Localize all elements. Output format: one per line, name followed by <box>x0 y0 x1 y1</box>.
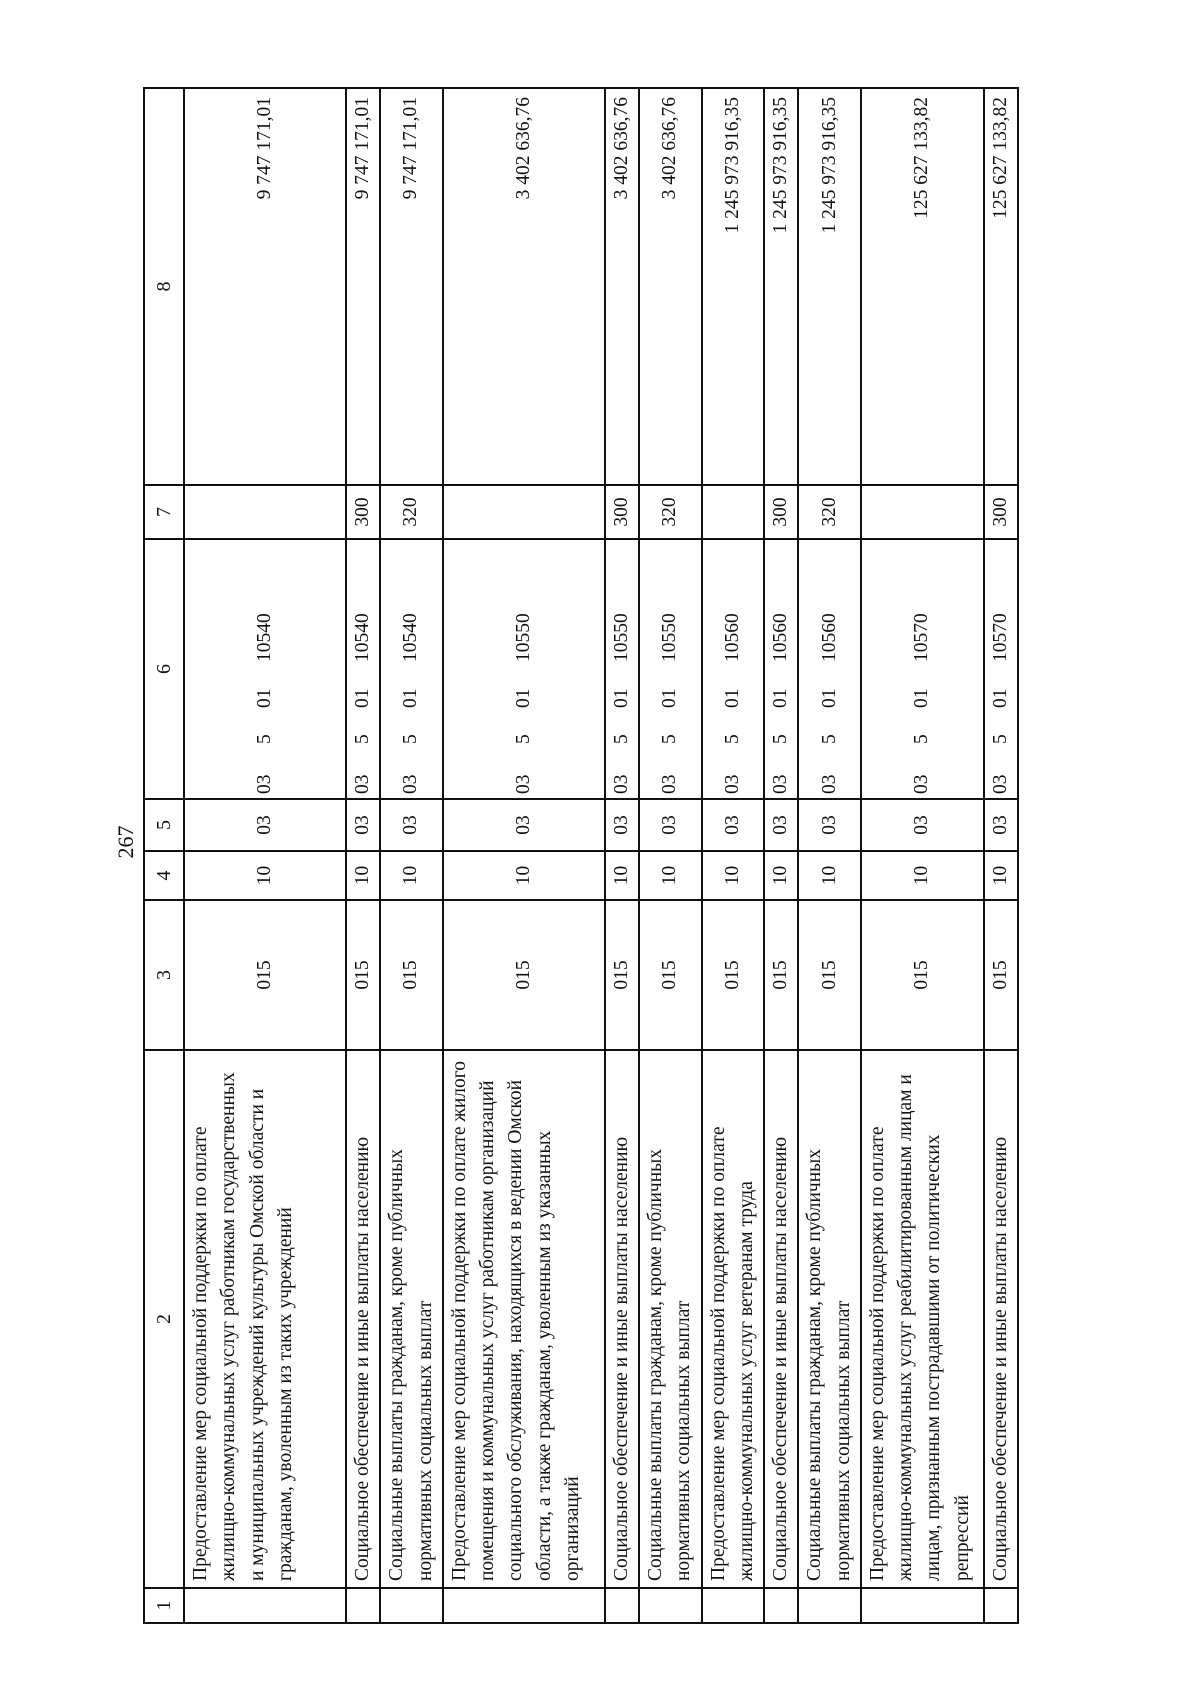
cell-expense-type <box>443 485 605 539</box>
target-article-part: 5 <box>770 734 792 744</box>
column-header: 8 <box>144 88 184 485</box>
cell-section-code: 10 <box>380 851 443 900</box>
cell-amount: 125 627 133,82 <box>861 88 984 485</box>
cell-expense-type <box>184 485 346 539</box>
cell-subsection-code: 03 <box>798 799 861 851</box>
cell-col-1 <box>798 1588 861 1623</box>
target-article-part: 10570 <box>989 613 1011 662</box>
target-article-part: 10540 <box>400 613 422 662</box>
target-article-part: 10570 <box>911 613 933 662</box>
cell-target-article <box>798 539 861 799</box>
cell-admin-code: 015 <box>184 900 346 1050</box>
cell-expense-type: 300 <box>346 485 380 539</box>
target-article-part: 01 <box>512 688 534 708</box>
cell-amount: 9 747 171,01 <box>184 88 346 485</box>
target-article-part: 01 <box>770 688 792 708</box>
target-article-part: 5 <box>911 734 933 744</box>
target-article-part: 5 <box>818 734 840 744</box>
cell-expense-type: 300 <box>984 485 1018 539</box>
target-article-part: 03 <box>253 774 275 794</box>
cell-admin-code: 015 <box>443 900 605 1050</box>
cell-subsection-code: 03 <box>605 799 639 851</box>
cell-section-code: 10 <box>605 851 639 900</box>
cell-target-article <box>861 539 984 799</box>
cell-subsection-code: 03 <box>764 799 798 851</box>
cell-admin-code: 015 <box>639 900 702 1050</box>
target-article-part: 01 <box>253 688 275 708</box>
target-article-part: 10560 <box>721 613 743 662</box>
target-article-part: 01 <box>352 688 373 708</box>
target-article-part: 5 <box>352 734 373 744</box>
table-row <box>184 88 346 1623</box>
target-article-part: 5 <box>512 734 534 744</box>
cell-subsection-code: 03 <box>380 799 443 851</box>
cell-description: Социальное обеспечение и иные выплаты населению <box>984 1050 1018 1588</box>
cell-section-code: 10 <box>798 851 861 900</box>
page-number: 267 <box>113 825 138 859</box>
cell-amount: 3 402 636,76 <box>605 88 639 485</box>
cell-subsection-code: 03 <box>443 799 605 851</box>
cell-section-code: 10 <box>184 851 346 900</box>
column-header: 1 <box>144 1588 184 1623</box>
target-article-part: 03 <box>512 774 534 794</box>
table-row <box>346 88 380 1623</box>
cell-target-article <box>605 539 639 799</box>
target-article-part: 5 <box>989 734 1011 744</box>
table-row <box>639 88 702 1623</box>
cell-description: Социальное обеспечение и иные выплаты населению <box>764 1050 798 1588</box>
cell-target-article <box>639 539 702 799</box>
column-header: 6 <box>144 539 184 799</box>
cell-subsection-code: 03 <box>861 799 984 851</box>
target-article-part: 10560 <box>818 613 840 662</box>
cell-col-1 <box>346 1588 380 1623</box>
cell-section-code: 10 <box>764 851 798 900</box>
cell-target-article <box>346 539 380 799</box>
target-article-part: 5 <box>721 734 743 744</box>
target-article-part: 10560 <box>770 613 792 662</box>
target-article-part: 5 <box>400 734 422 744</box>
cell-admin-code: 015 <box>380 900 443 1050</box>
cell-col-1 <box>380 1588 443 1623</box>
cell-section-code: 10 <box>346 851 380 900</box>
budget-table <box>143 87 1019 1624</box>
budget-table-rotated <box>143 89 1009 1624</box>
table-row <box>861 88 984 1623</box>
cell-expense-type: 320 <box>798 485 861 539</box>
target-article-part: 01 <box>659 688 681 708</box>
cell-col-1 <box>605 1588 639 1623</box>
cell-target-article <box>184 539 346 799</box>
target-article-part: 01 <box>818 688 840 708</box>
table-row <box>443 88 605 1623</box>
cell-expense-type <box>702 485 765 539</box>
cell-subsection-code: 03 <box>639 799 702 851</box>
cell-expense-type: 320 <box>639 485 702 539</box>
cell-subsection-code: 03 <box>984 799 1018 851</box>
cell-admin-code: 015 <box>605 900 639 1050</box>
target-article-part: 10550 <box>512 613 534 662</box>
target-article-part: 03 <box>352 774 373 794</box>
target-article-part: 10550 <box>659 613 681 662</box>
target-article-part: 5 <box>253 734 275 744</box>
target-article-part: 01 <box>721 688 743 708</box>
cell-admin-code: 015 <box>764 900 798 1050</box>
column-header: 5 <box>144 799 184 851</box>
cell-admin-code: 015 <box>702 900 765 1050</box>
cell-amount: 9 747 171,01 <box>380 88 443 485</box>
cell-col-1 <box>764 1588 798 1623</box>
cell-section-code: 10 <box>861 851 984 900</box>
cell-col-1 <box>184 1588 346 1623</box>
cell-description: Социальные выплаты гражданам, кроме публичных нормативных социальных выплат <box>798 1050 861 1588</box>
cell-admin-code: 015 <box>984 900 1018 1050</box>
cell-target-article <box>764 539 798 799</box>
cell-expense-type: 300 <box>764 485 798 539</box>
target-article-part: 03 <box>911 774 933 794</box>
cell-amount: 3 402 636,76 <box>443 88 605 485</box>
cell-admin-code: 015 <box>861 900 984 1050</box>
table-row <box>605 88 639 1623</box>
column-header: 4 <box>144 851 184 900</box>
cell-target-article <box>984 539 1018 799</box>
target-article-part: 01 <box>911 688 933 708</box>
cell-description: Социальные выплаты гражданам, кроме публичных нормативных социальных выплат <box>380 1050 443 1588</box>
cell-col-1 <box>861 1588 984 1623</box>
target-article-part: 03 <box>610 774 632 794</box>
table-row <box>764 88 798 1623</box>
cell-description: Предоставление мер социальной поддержки по оплате жилищно-коммунальных услуг ветеранам труда <box>702 1050 765 1588</box>
target-article-part: 5 <box>659 734 681 744</box>
target-article-part: 03 <box>770 774 792 794</box>
cell-amount: 125 627 133,82 <box>984 88 1018 485</box>
cell-target-article <box>702 539 765 799</box>
table-row <box>798 88 861 1623</box>
cell-target-article <box>380 539 443 799</box>
target-article-part: 03 <box>989 774 1011 794</box>
cell-col-1 <box>639 1588 702 1623</box>
cell-section-code: 10 <box>639 851 702 900</box>
cell-amount: 1 245 973 916,35 <box>702 88 765 485</box>
target-article-part: 10540 <box>352 613 373 662</box>
cell-section-code: 10 <box>443 851 605 900</box>
target-article-part: 01 <box>610 688 632 708</box>
cell-expense-type <box>861 485 984 539</box>
cell-description: Предоставление мер социальной поддержки по оплате жилого помещения и коммунальных услуг работникам организаций социального обслуживания, находящихся в ведении Омской области, а также гражданам, уволенным из указанных организаций <box>443 1050 605 1588</box>
target-article-part: 03 <box>400 774 422 794</box>
cell-subsection-code: 03 <box>702 799 765 851</box>
column-header: 3 <box>144 900 184 1050</box>
cell-admin-code: 015 <box>798 900 861 1050</box>
cell-section-code: 10 <box>702 851 765 900</box>
cell-subsection-code: 03 <box>184 799 346 851</box>
table-row <box>984 88 1018 1623</box>
cell-amount: 1 245 973 916,35 <box>764 88 798 485</box>
target-article-part: 10540 <box>253 613 275 662</box>
target-article-part: 10550 <box>610 613 632 662</box>
cell-expense-type: 300 <box>605 485 639 539</box>
column-header: 7 <box>144 485 184 539</box>
table-row <box>380 88 443 1623</box>
cell-description: Предоставление мер социальной поддержки по оплате жилищно-коммунальных услуг реабилитированным лицам и лицам, признанным пострадавшими от политических репрессий <box>861 1050 984 1588</box>
table-row <box>702 88 765 1623</box>
cell-expense-type: 320 <box>380 485 443 539</box>
target-article-part: 01 <box>989 688 1011 708</box>
cell-amount: 9 747 171,01 <box>346 88 380 485</box>
cell-section-code: 10 <box>984 851 1018 900</box>
cell-amount: 3 402 636,76 <box>639 88 702 485</box>
target-article-part: 03 <box>721 774 743 794</box>
cell-col-1 <box>443 1588 605 1623</box>
target-article-part: 03 <box>659 774 681 794</box>
cell-subsection-code: 03 <box>346 799 380 851</box>
cell-col-1 <box>984 1588 1018 1623</box>
cell-amount: 1 245 973 916,35 <box>798 88 861 485</box>
cell-target-article <box>443 539 605 799</box>
cell-description: Предоставление мер социальной поддержки по оплате жилищно-коммунальных услуг работникам государственных и муниципальных учреждений культуры Омской области и гражданам, уволенным из таких учреждений <box>184 1050 346 1588</box>
cell-description: Социальное обеспечение и иные выплаты населению <box>605 1050 639 1588</box>
target-article-part: 01 <box>400 688 422 708</box>
target-article-part: 5 <box>610 734 632 744</box>
cell-description: Социальное обеспечение и иные выплаты населению <box>346 1050 380 1588</box>
table-header-row <box>144 88 184 1623</box>
column-header: 2 <box>144 1050 184 1588</box>
cell-col-1 <box>702 1588 765 1623</box>
cell-description: Социальные выплаты гражданам, кроме публичных нормативных социальных выплат <box>639 1050 702 1588</box>
cell-admin-code: 015 <box>346 900 380 1050</box>
target-article-part: 03 <box>818 774 840 794</box>
